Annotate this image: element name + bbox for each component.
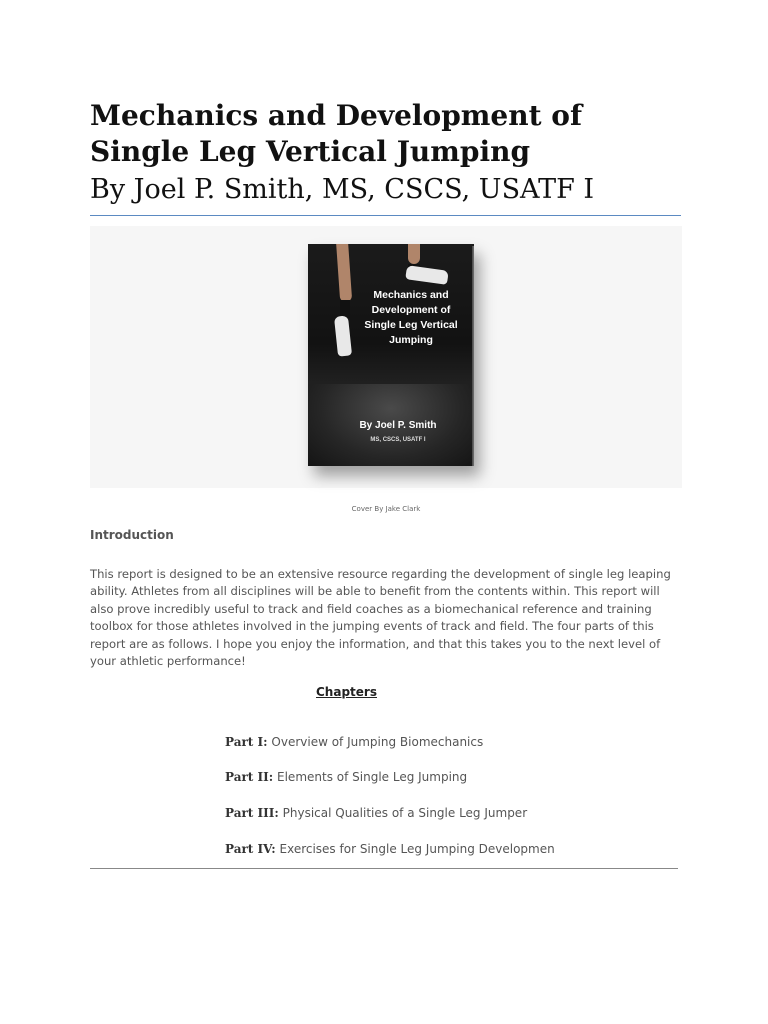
chapter-title: Exercises for Single Leg Jumping Developmen bbox=[279, 842, 555, 856]
chapter-label: Part II: bbox=[225, 770, 274, 784]
chapter-title: Overview of Jumping Biomechanics bbox=[271, 735, 484, 749]
chapter-title: Elements of Single Leg Jumping bbox=[277, 770, 468, 784]
book-page-edges bbox=[472, 246, 474, 466]
book-cover-title: Mechanics and Development of Single Leg Vertical Jumping bbox=[364, 289, 458, 346]
book-leg-illustration bbox=[336, 244, 352, 302]
cover-image bbox=[90, 226, 682, 488]
chapter-title: Physical Qualities of a Single Leg Jumper bbox=[282, 806, 528, 820]
book-cover bbox=[308, 244, 474, 466]
chapter-label: Part III: bbox=[225, 806, 279, 820]
chapter-label: Part IV: bbox=[225, 842, 276, 856]
book-shoe-illustration bbox=[334, 315, 352, 356]
chapter-item bbox=[225, 842, 555, 856]
bottom-divider bbox=[90, 868, 678, 869]
chapter-item bbox=[225, 770, 467, 784]
book-shoe-illustration bbox=[405, 265, 449, 285]
chapter-item bbox=[225, 806, 527, 820]
title-underline bbox=[90, 215, 681, 216]
book-cover-credentials: MS, CSCS, USATF I bbox=[370, 437, 426, 443]
book-leg-illustration bbox=[408, 244, 420, 264]
cover-caption: Cover By Jake Clark bbox=[351, 505, 421, 513]
chapter-item bbox=[225, 735, 483, 749]
document-byline: By Joel P. Smith, MS, CSCS, USATF I bbox=[90, 174, 595, 205]
chapter-label: Part I: bbox=[225, 735, 268, 749]
intro-heading: Introduction bbox=[90, 528, 174, 542]
intro-paragraph: This report is designed to be an extensive resource regarding the development of single leg leaping ability. Athletes from all disciplines will be able to benefit from the contents within. This report will also prove incredibly useful to track and field coaches as a biomechanical reference and training toolbox for those athletes involved in the jumping events of track and field. The four parts of this report are as follows. I hope you enjoy the information, and that this takes you to the next level of your athletic performance! bbox=[90, 567, 671, 669]
book-cover-author: By Joel P. Smith bbox=[359, 420, 437, 431]
document-title: Mechanics and Development of Single Leg Vertical Jumping bbox=[90, 99, 583, 168]
chapters-heading: Chapters bbox=[316, 685, 377, 699]
